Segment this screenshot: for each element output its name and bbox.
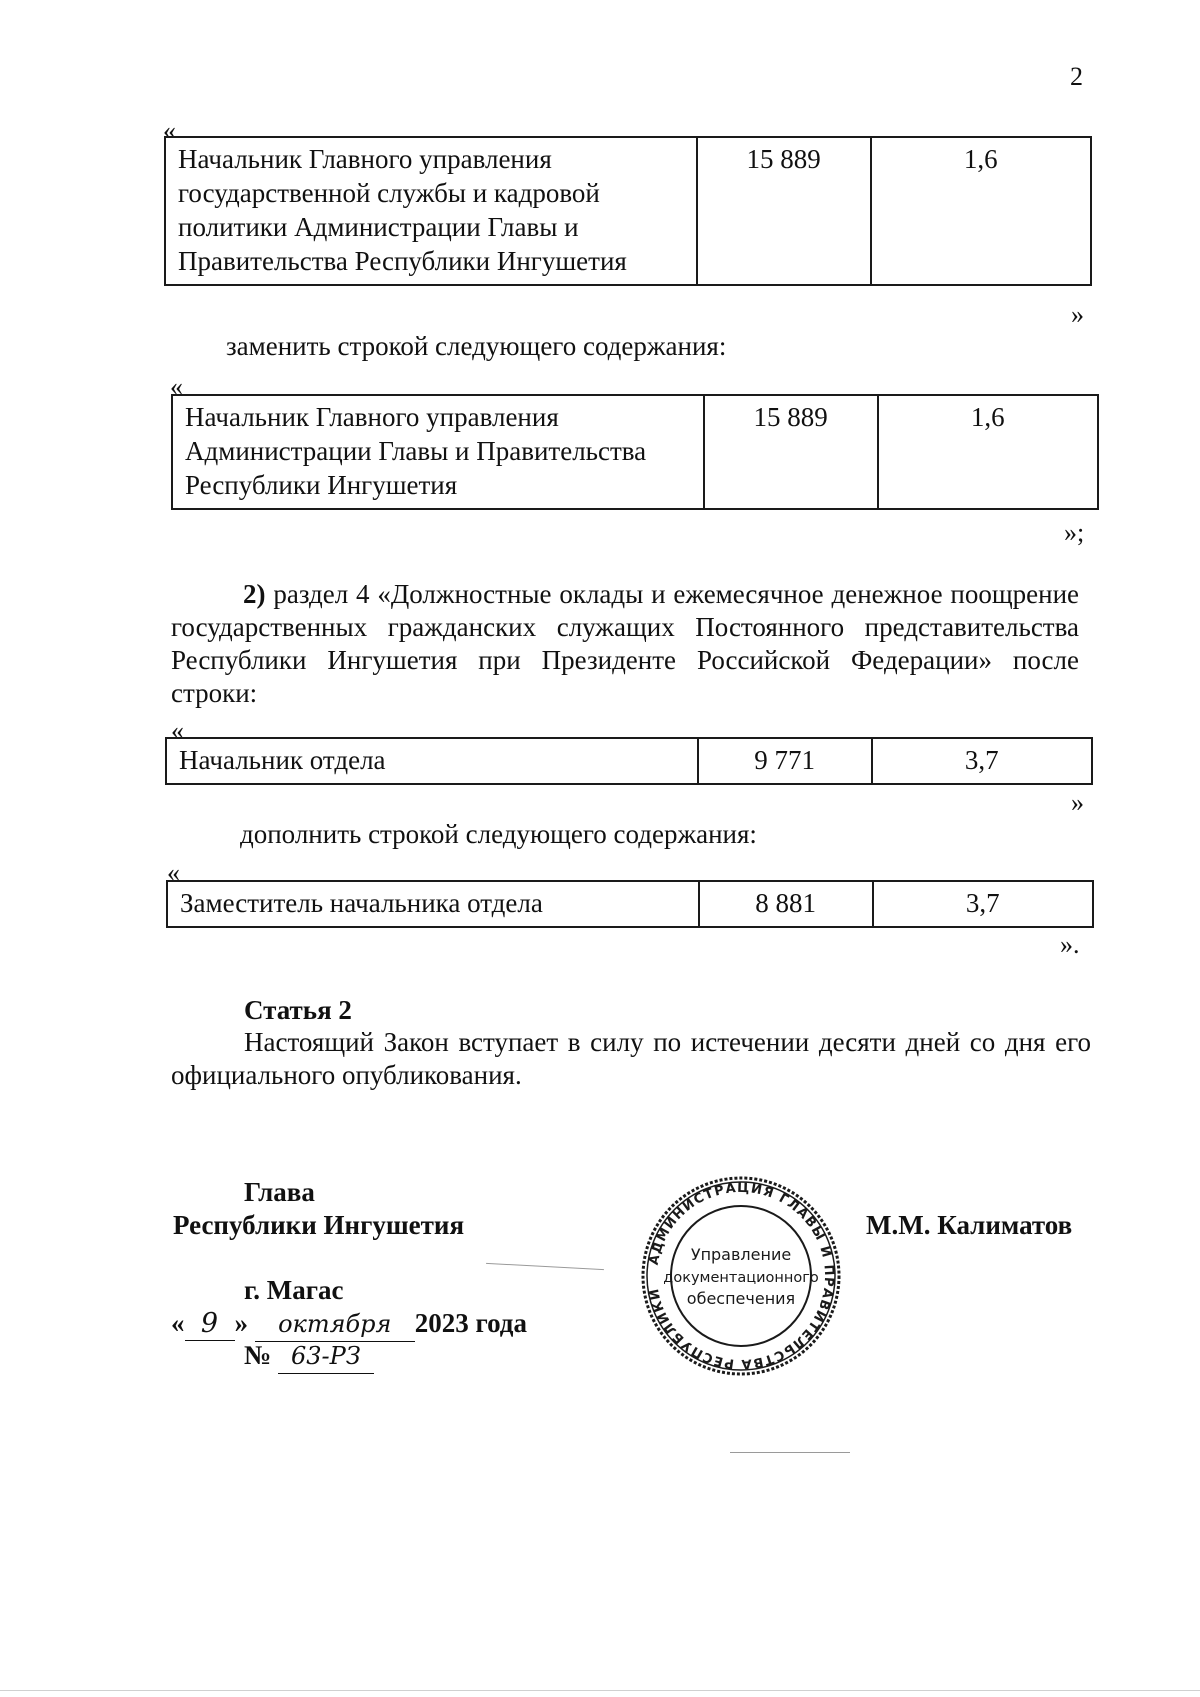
quote-close-3: » [1071,788,1084,817]
date-year: 2023 года [414,1308,527,1338]
position-cell: Начальник отдела [166,738,698,784]
coef-cell: 1,6 [871,137,1091,285]
page-number: 2 [1070,62,1083,91]
quote-open-4: « [167,858,180,887]
official-stamp [636,1176,846,1376]
quote-open-1: « [163,116,176,145]
number-label: № [244,1340,272,1370]
quote-close-2: »; [1064,518,1085,547]
coef-cell: 3,7 [873,881,1093,927]
quote-close-4: ». [1060,930,1080,959]
quote-open-3: « [171,716,184,745]
date-line [171,1307,527,1342]
signatory-title-line2: Республики Ингушетия [173,1210,465,1240]
table-row-added [166,880,1094,928]
date-open-quote: « [171,1308,185,1338]
salary-cell: 15 889 [697,137,871,285]
stamp-line3: обеспечения [686,1289,796,1308]
table-row-after [165,737,1093,785]
date-day: 9 [185,1307,235,1341]
stamp-line2: документационного [663,1270,819,1286]
add-instruction: дополнить строкой следующего содержания: [240,819,757,849]
table-row-replacement [171,394,1099,510]
coef-cell: 1,6 [878,395,1098,509]
salary-cell: 15 889 [704,395,878,509]
position-cell: Заместитель начальника отдела [167,881,699,927]
table-row-original [164,136,1092,286]
item-number: 2) [243,579,266,609]
law-number-line [244,1339,374,1374]
stamp-seal-icon [636,1176,846,1376]
scan-edge-line [0,1690,1200,1691]
quote-open-2: « [170,372,183,401]
date-close-quote: » [234,1308,248,1338]
salary-cell: 9 771 [698,738,872,784]
signature-stroke [486,1263,604,1270]
signatory-name: М.М. Калиматов [866,1210,1073,1240]
replace-instruction: заменить строкой следующего содержания: [226,331,727,361]
number-value: 63-РЗ [278,1340,374,1374]
salary-cell: 8 881 [699,881,873,927]
position-cell: Начальник Главного управления Администрации Главы и Правительства Республики Ингушетия [172,395,704,509]
item-2-paragraph [171,578,1079,710]
place: г. Магас [244,1275,344,1305]
stamp-ring-text: АДМИНИСТРАЦИЯ ГЛАВЫ И ПРАВИТЕЛЬСТВА РЕСПУБЛИКИ [646,1180,837,1372]
quote-close-1: » [1071,300,1084,329]
signatory-title-line1: Глава [244,1177,315,1207]
position-cell: Начальник Главного управления государственной службы и кадровой политики Администрации Главы и Правительства Республики Ингушетия [165,137,697,285]
article-title: Статья 2 [244,995,352,1025]
stamp-line1: Управление [690,1245,792,1264]
article-text: Настоящий Закон вступает в силу по истечении десяти дней со дня его официального опубликования. [171,1027,1091,1090]
scan-line [730,1452,850,1453]
date-month: октября [255,1308,415,1342]
item-text: раздел 4 «Должностные оклады и ежемесячное денежное поощрение государственных гражданских служащих Постоянного представительства Республики Ингушетия при Президенте Российской Федерации» после строки: [171,579,1079,708]
coef-cell: 3,7 [872,738,1092,784]
